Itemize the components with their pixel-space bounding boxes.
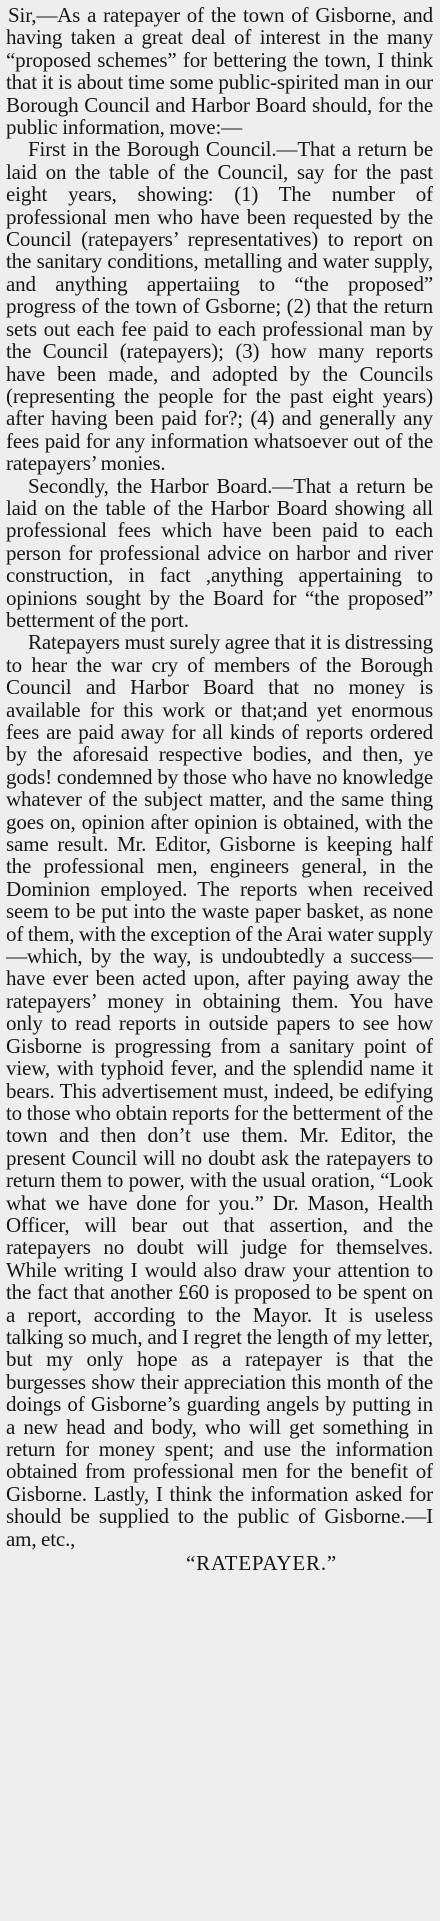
letter-paragraph-borough-council: First in the Borough Council.—That a return be laid on the table of the Council, say for the past eight years, showing: (1) The number of professional men who have been requested by the Council (ratepayers’ representatives) to report on the sanitary conditions, metalling and water supply, and anything appertaiing to “the proposed” progress of the town of Gsborne; (2) that the return sets out each fee paid to each professional man by the Council (ratepayers); (3) how many reports have been made, and adopted by the Councils (representing the people for the past eight years) after having been paid for?; (4) and generally any fees paid for any information whatsoever out of the ratepayers’ monies. [6, 137, 433, 476]
letter-column [6, 4, 433, 1917]
letter-paragraph-ratepayers: Ratepayers must surely agree that it is distressing to hear the war cry of members of the Borough Council and Harbor Board that no money is available for this work or that;and yet enormous fees are paid away for all kinds of reports ordered by the aforesaid respective bodies, and then, ye gods! condemned by those who have no knowledge whatever of the subject matter, and the same thing goes on, opinion after opinion is obtained, with the same result. Mr. Editor, Gisborne is keeping half the professional men, engineers general, in the Dominion employed. The reports when received seem to be put into the waste paper basket, as none of them, with the exception of the Arai water supply—which, by the way, is undoubtedly a success—have ever been acted upon, after paying away the ratepayers’ money in obtaining them. You have only to read reports in outside papers to see how Gisborne is progressing from a sanitary point of view, with typhoid fever, and the splendid name it bears. This advertisement must, indeed, be edifying to those who obtain reports for the betterment of the town and then don’t use them. Mr. Editor, the present Council will no doubt ask the ratepayers to return them to power, with the usual oration, “Look what we have done for you.” Dr. Mason, Health Officer, will bear out that assertion, and the ratepayers no doubt will judge for themselves. While writing I would also draw your attention to the fact that another £60 is proposed to be spent on a report, according to the Mayor. It is useless talking so much, and I regret the length of my letter, but my only hope as a ratepayer is that the burgesses show their appreciation this month of the doings of Gisborne’s guarding angels by putting in a new head and body, who will get something in return for money spent; and use the information obtained from professional men for the benefit of Gisborne. Lastly, I think the information asked for should be supplied to the public of Gisborne.—I am, etc., [6, 630, 433, 1551]
letter-paragraph-salutation: Sir,—As a ratepayer of the town of Gisborne, and having taken a great deal of interest in the many “proposed schemes” for bettering the town, I think that it is about time some public-spirited man in our Borough Council and Harbor Board should, for the public information, move:— [6, 4, 433, 140]
letter-paragraph-harbor-board: Secondly, the Harbor Board.—That a return be laid on the table of the Harbor Board showing all professional fees which have been paid to each person for professional advice on harbor and river construction, in fact ,anything appertaining to opinions sought by the Board for “the proposed” betterment of the port. [6, 473, 433, 632]
letter-signature: “RATEPAYER.” [186, 1551, 337, 1576]
